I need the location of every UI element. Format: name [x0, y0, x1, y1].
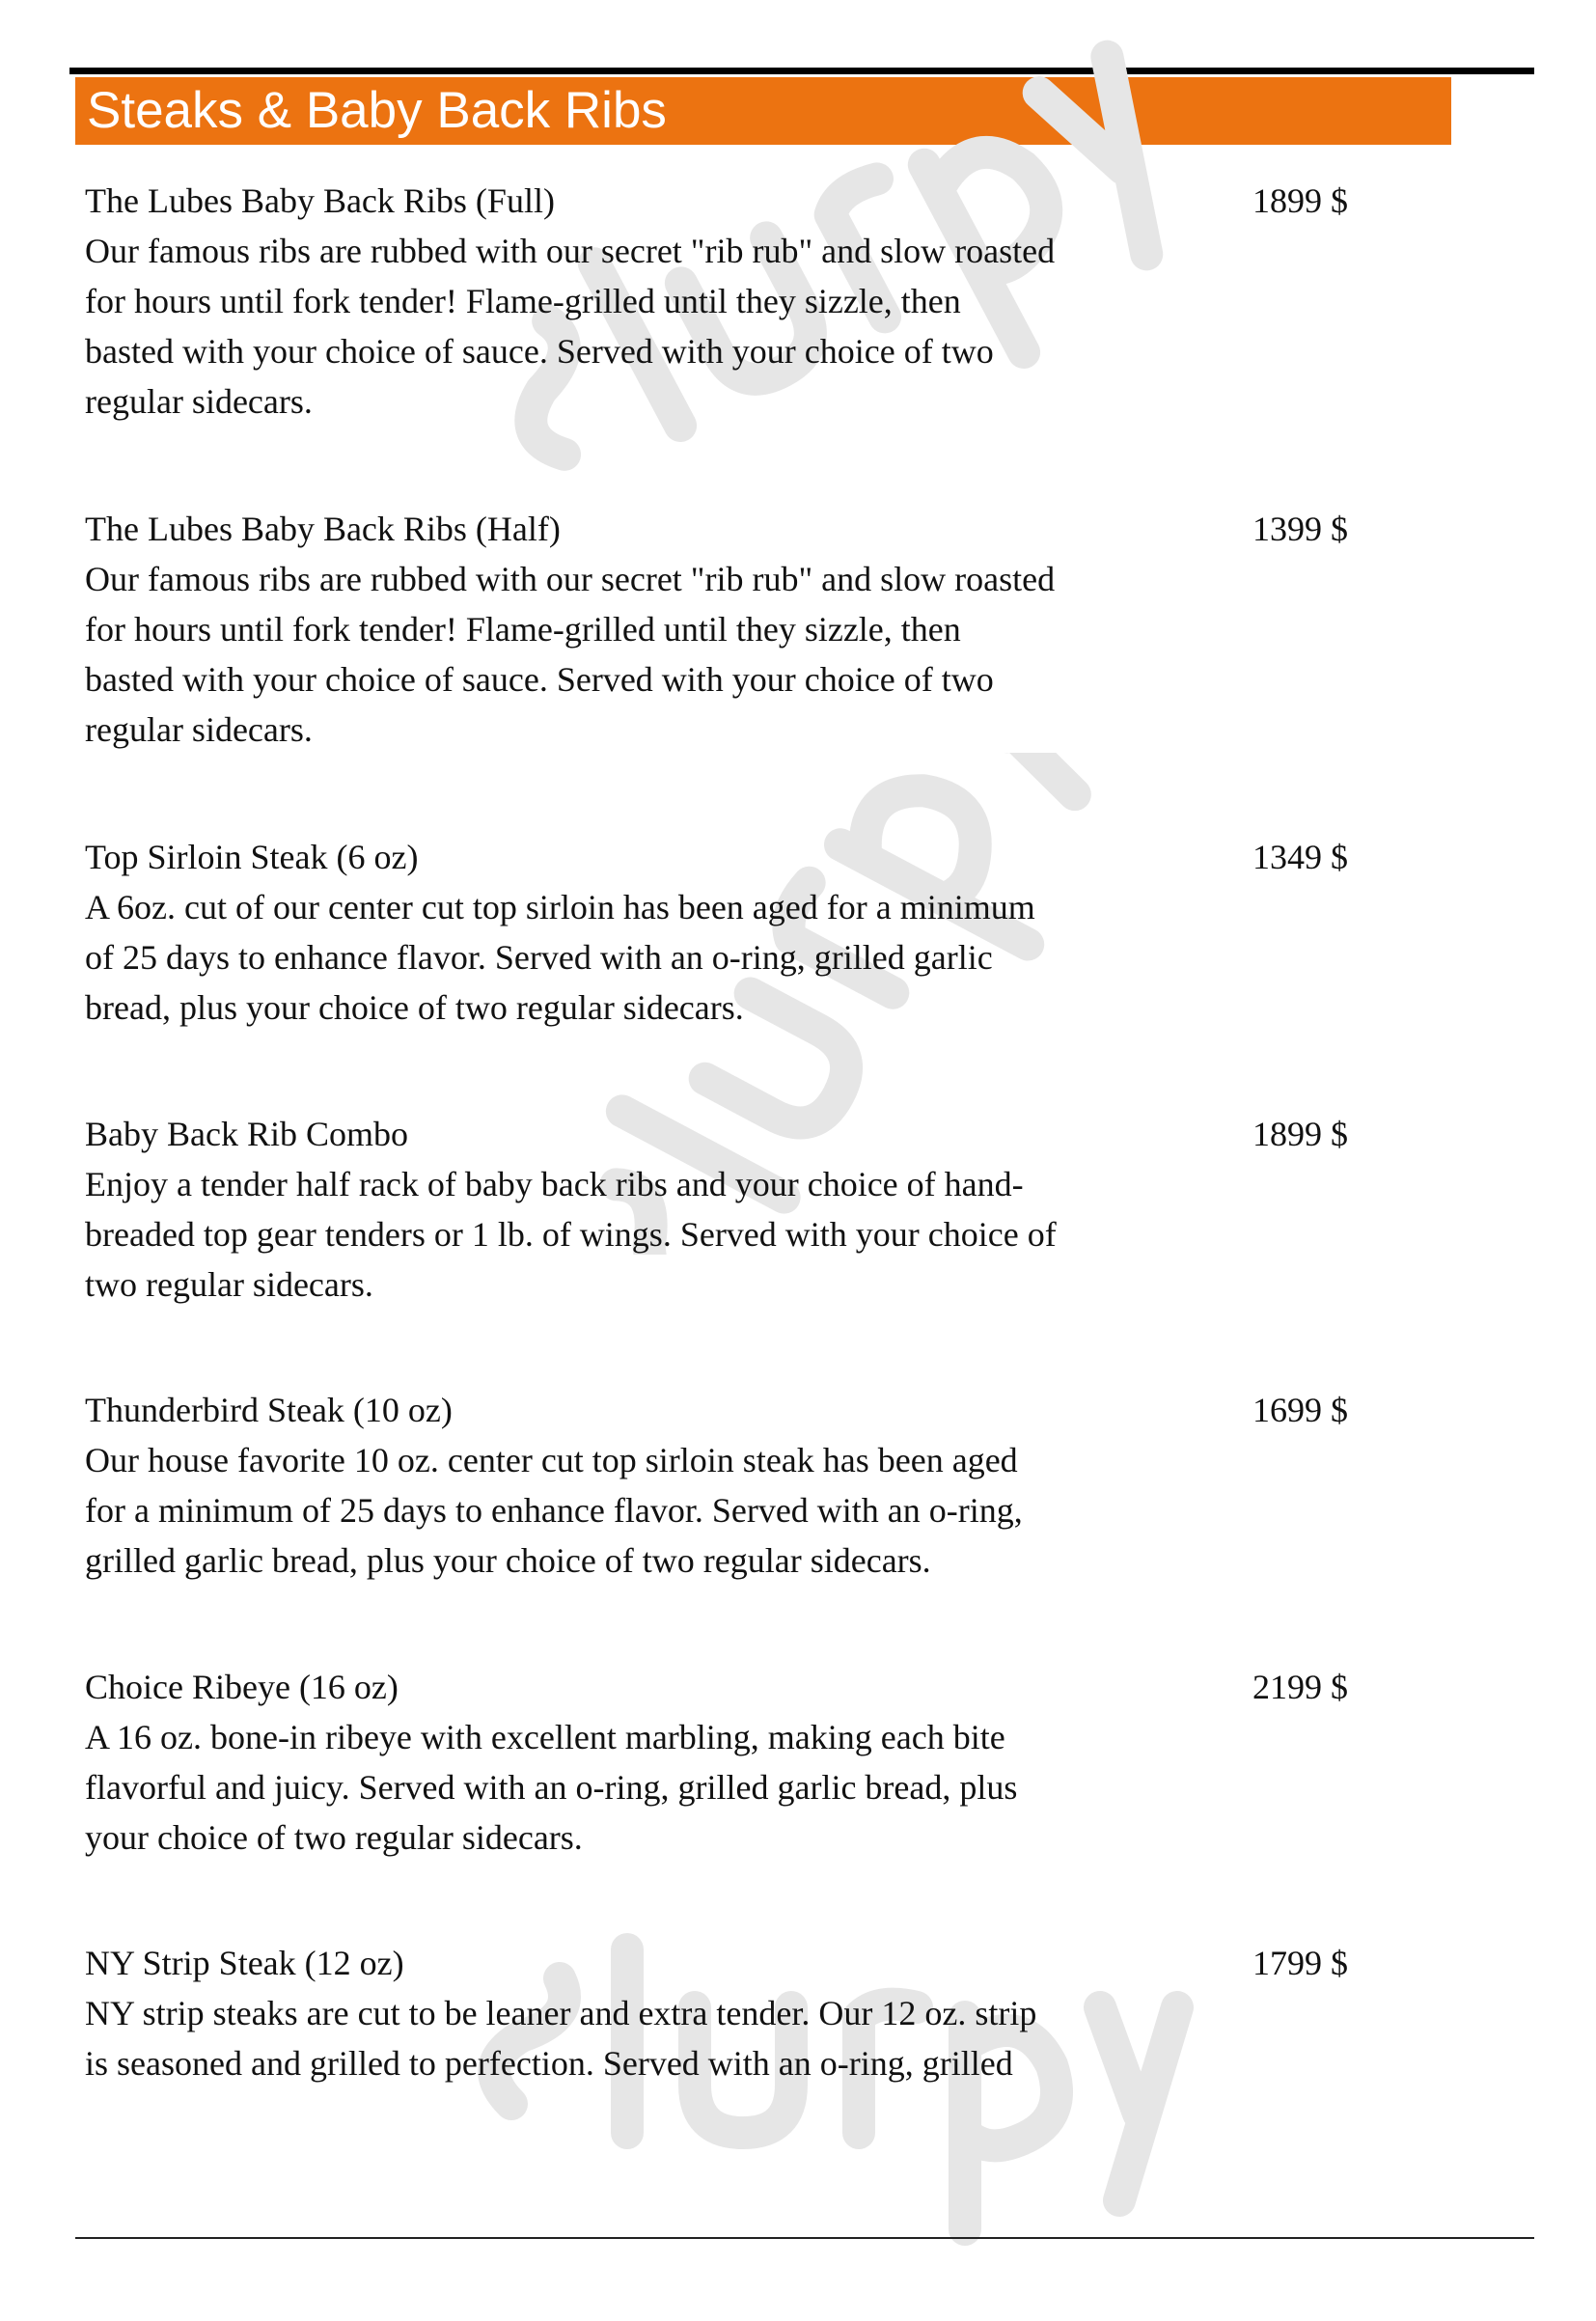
menu-item-description: A 6oz. cut of our center cut top sirloin has been aged for a minimum of 25 days to enhance flavor. Served with an o-ring, grilled garlic bread, plus your choice of two regular sidecars.: [85, 888, 1035, 1027]
menu-item-description: Enjoy a tender half rack of baby back ribs and your choice of hand- breaded top gear tenders or 1 lb. of wings. Served with your choice of two regular sidecars.: [85, 1165, 1057, 1304]
menu-item-description: Our famous ribs are rubbed with our secret "rib rub" and slow roasted for hours until fork tender! Flame-grilled until they sizzle, then basted with your choice of sauce. Served with your choice of two regular sidecars.: [85, 560, 1056, 749]
menu-item-name: Top Sirloin Steak (6 oz): [85, 838, 419, 876]
section-title: Steaks & Baby Back Ribs: [87, 82, 667, 139]
top-rule: [69, 68, 1534, 74]
menu-item-price: 1799 $: [1252, 1944, 1348, 1982]
menu-item-price: 1899 $: [1252, 1115, 1348, 1153]
menu-item-price: 1699 $: [1252, 1391, 1348, 1429]
menu-item-price: 1349 $: [1252, 838, 1348, 876]
menu-item-name: The Lubes Baby Back Ribs (Full): [85, 181, 555, 220]
menu-item-price: 1399 $: [1252, 510, 1348, 548]
menu-item-description: A 16 oz. bone-in ribeye with excellent marbling, making each bite flavorful and juicy. Served with an o-ring, grilled garlic bread, plus your choice of two regular sidecars.: [85, 1718, 1018, 1857]
menu-item-description: NY strip steaks are cut to be leaner and extra tender. Our 12 oz. strip is seasoned and grilled to perfection. Served with an o-ring, grilled: [85, 1994, 1037, 2083]
menu-item-description: Our house favorite 10 oz. center cut top sirloin steak has been aged for a minimum of 25 days to enhance flavor. Served with an o-ring, grilled garlic bread, plus your choice of two regular sidecars.: [85, 1441, 1023, 1580]
menu-item-name: The Lubes Baby Back Ribs (Half): [85, 510, 561, 548]
menu-item-name: Choice Ribeye (16 oz): [85, 1668, 399, 1706]
menu-item-price: 1899 $: [1252, 181, 1348, 220]
menu-item-price: 2199 $: [1252, 1668, 1348, 1706]
bottom-rule: [75, 2237, 1534, 2239]
menu-item-name: Baby Back Rib Combo: [85, 1115, 408, 1153]
menu-item-description: Our famous ribs are rubbed with our secret "rib rub" and slow roasted for hours until fork tender! Flame-grilled until they sizzle, then basted with your choice of sauce. Served with your choice of two regular sidecars.: [85, 232, 1056, 421]
menu-item-name: Thunderbird Steak (10 oz): [85, 1391, 453, 1429]
section-header: [75, 77, 1451, 145]
menu-item-name: NY Strip Steak (12 oz): [85, 1944, 404, 1982]
